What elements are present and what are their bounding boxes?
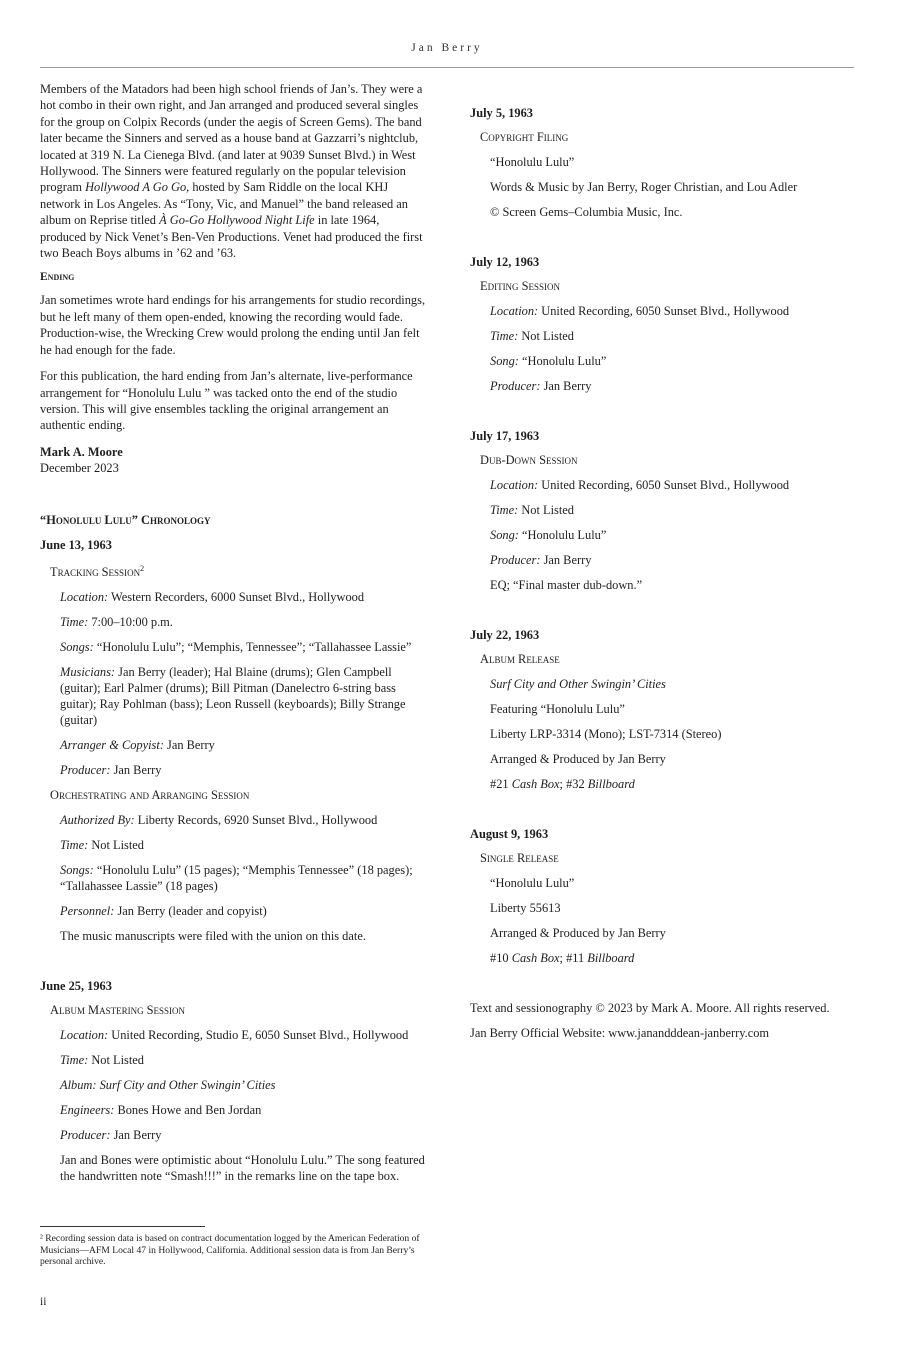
footnote-divider [40,1226,205,1227]
date-july-5: July 5, 1963 [470,106,533,120]
ending-heading: Ending [40,271,75,284]
running-header [40,42,854,68]
entry-location: Location: United Recording, 6050 Sunset Blvd., Hollywood [490,478,790,492]
entry-album: Surf City and Other Swingin’ Cities [490,677,666,691]
ending-paragraph-1: Jan sometimes wrote hard endings for his arrangements for studio recordings, but he left many of them open-ended, knowing the recording would fade. Production-wise, the Wrecking Crew would prolong the ending until Jan felt he had enough for the fade. [40,293,426,357]
entry-copyright: © Screen Gems–Columbia Music, Inc. [490,205,683,219]
entry-catalog: Liberty LRP-3314 (Mono); LST-7314 (Stereo) [490,727,722,741]
entry-songs: Songs: “Honolulu Lulu” (15 pages); “Memphis Tennessee” (18 pages); “Tallahassee Lassie” (18 pages) [60,862,413,893]
entry-note: The music manuscripts were filed with the union on this date. [60,928,366,943]
signature-name: Mark A. Moore [40,444,123,459]
chronology-title: “Honolulu Lulu” Chronology [40,512,211,527]
entry-song: “Honolulu Lulu” [490,155,575,169]
entry-song: Song: “Honolulu Lulu” [490,528,607,542]
entry-arranged: Arranged & Produced by Jan Berry [490,926,666,940]
entry-time: Time: Not Listed [490,329,574,343]
entry-catalog: Liberty 55613 [490,901,561,915]
entry-song: “Honolulu Lulu” [490,876,575,890]
date-june-25: June 25, 1963 [40,978,112,993]
date-july-17: July 17, 1963 [470,429,540,443]
session-orchestrating: Orchestrating and Arranging Session [50,787,250,802]
session-tracking: Tracking Session$^2$ [50,563,145,579]
session-single-release: Single Release [480,851,559,865]
entry-producer: Producer: Jan Berry [490,379,592,393]
right-column [470,105,870,1050]
entry-featuring: Featuring “Honolulu Lulu” [490,702,625,716]
entry-producer: Producer: Jan Berry [490,553,592,567]
signature-date: December 2023 [40,460,119,475]
entry-note: Jan and Bones were optimistic about “Honolulu Lulu.” The song featured the handwritten note “Smash!!!” in the remarks line on the tape box. [60,1152,425,1183]
intro-paragraph: Members of the Matadors had been high school friends of Jan’s. They were a hot combo in their own right, and Jan arranged and produced several singles for the group on Colpix Records (under the aegis of Screen Gems). The band later became the Sinners and served as a house band at Gazzarri’s nightclub, located at 319 N. La Cienega Blvd. (and later at 9039 Sunset Blvd.) in West Hollywood. The Sinners were featured regularly on the popular television program Hollywood A Go Go, hosted by Sam Riddle on the local KHJ network in Los Angeles. As “Tony, Vic, and Manuel” the band released an album on Reprise titled À Go-Go Hollywood Night Life in late 1964, produced by Nick Venet’s Ben-Ven Productions. Venet had produced the first two Beach Boys albums in ’62 and ’63. [40,82,423,261]
entry-songs: Songs: “Honolulu Lulu”; “Memphis, Tennessee”; “Tallahassee Lassie” [60,639,412,654]
date-june-13: June 13, 1963 [40,537,112,552]
entry-time: Time: 7:00–10:00 p.m. [60,614,173,629]
entry-location: Location: Western Recorders, 6000 Sunset Blvd., Hollywood [60,589,365,604]
entry-chart-positions: #10 Cash Box; #11 Billboard [490,951,635,965]
entry-note: EQ; “Final master dub-down.” [490,578,643,592]
date-august-9: August 9, 1963 [470,827,549,841]
entry-producer: Producer: Jan Berry [60,1127,162,1142]
entry-producer: Producer: Jan Berry [60,762,162,777]
entry-time: Time: Not Listed [60,1052,144,1067]
date-july-22: July 22, 1963 [470,628,540,642]
running-header-title: Jan Berry [411,42,483,54]
entry-arranger: Arranger & Copyist: Jan Berry [60,737,215,752]
session-copyright-filing: Copyright Filing [480,130,569,144]
entry-chart-positions: #21 Cash Box; #32 Billboard [490,777,635,791]
entry-authorized: Authorized By: Liberty Records, 6920 Sunset Blvd., Hollywood [60,812,378,827]
footnote-marker: 2 [140,563,145,573]
entry-credits: Words & Music by Jan Berry, Roger Christian, and Lou Adler [490,180,798,194]
entry-song: Song: “Honolulu Lulu” [490,354,607,368]
entry-musicians: Musicians: Jan Berry (leader); Hal Blaine (drums); Glen Campbell (guitar); Earl Palmer (drums); Bill Pitman (Danelectro 6-string bass guitar); Ray Pohlman (bass); Leon Russell (keyboards); Billy Strange (guitar) [60,664,406,727]
date-july-12: July 12, 1963 [470,255,540,269]
entry-location: Location: United Recording, Studio E, 6050 Sunset Blvd., Hollywood [60,1027,409,1042]
website-line: Jan Berry Official Website: www.janandddean-janberry.com [470,1026,770,1040]
entry-time: Time: Not Listed [490,503,574,517]
entry-location: Location: United Recording, 6050 Sunset Blvd., Hollywood [490,304,790,318]
copyright-line: Text and sessionography © 2023 by Mark A. Moore. All rights reserved. [470,1001,830,1015]
entry-time: Time: Not Listed [60,837,144,852]
entry-arranged: Arranged & Produced by Jan Berry [490,752,666,766]
session-album-mastering: Album Mastering Session [50,1002,186,1017]
session-editing: Editing Session [480,279,561,293]
left-column [40,81,428,1193]
ending-paragraph-2: For this publication, the hard ending from Jan’s alternate, live-performance arrangement for “Honolulu Lulu ” was tacked onto the end of the studio version. This will give ensembles tackling the original arrangement an authentic ending. [40,369,413,433]
entry-engineers: Engineers: Bones Howe and Ben Jordan [60,1102,262,1117]
session-album-release: Album Release [480,652,560,666]
page-number: ii [40,1296,47,1308]
footnote: ² Recording session data is based on contract documentation logged by the American Federation of Musicians—AFM Local 47 in Hollywood, California. Additional session data is from Jan Berry’s personal archive. [40,1233,420,1268]
entry-album: Album: Surf City and Other Swingin’ Cities [60,1077,276,1092]
session-dub-down: Dub-Down Session [480,453,578,467]
entry-personnel: Personnel: Jan Berry (leader and copyist) [60,903,267,918]
